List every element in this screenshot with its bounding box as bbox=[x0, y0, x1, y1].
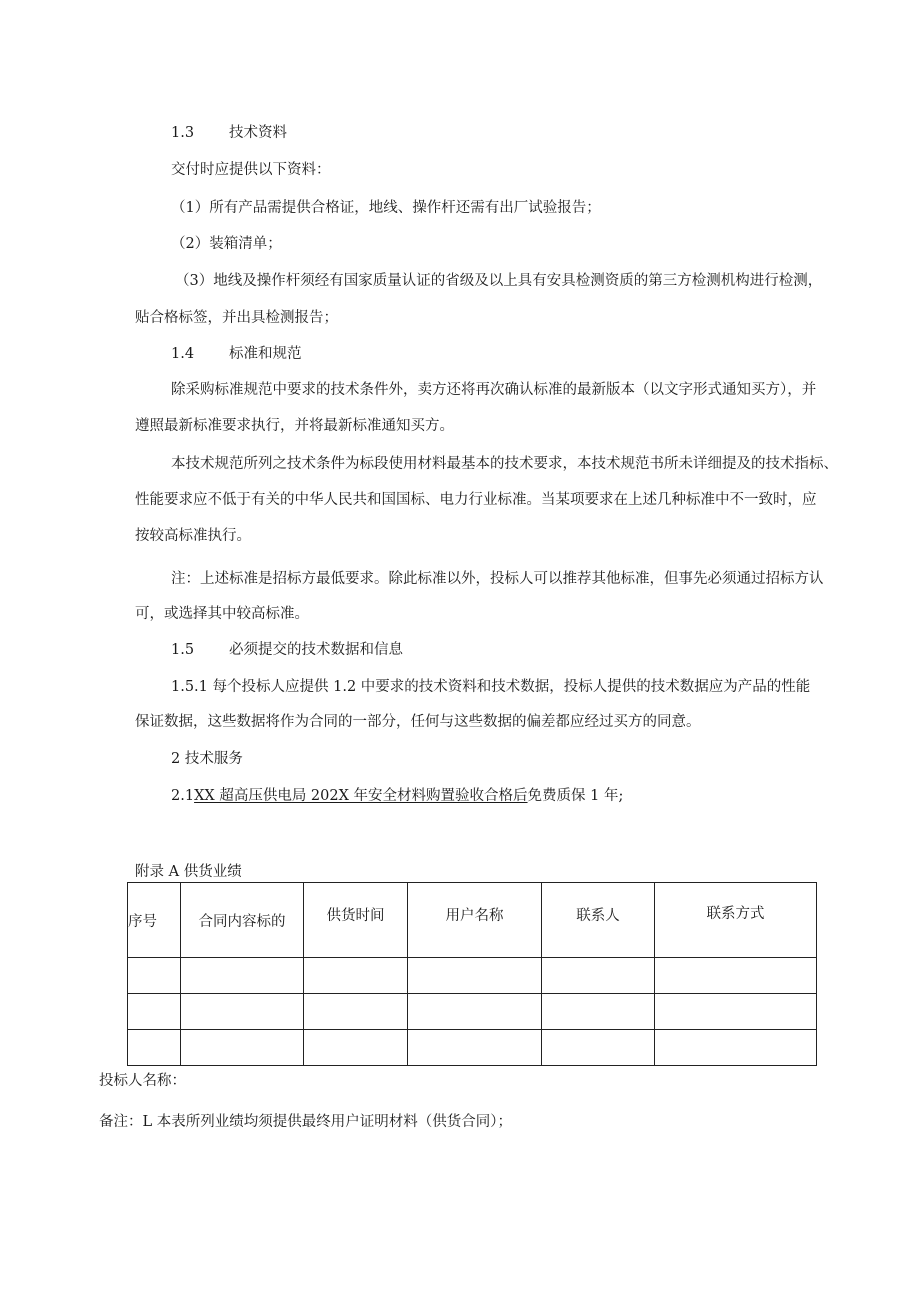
header-contract-subject: 合同内容标的 bbox=[181, 883, 304, 958]
section-title: 技术资料 bbox=[229, 125, 287, 141]
bidder-name-label: 投标人名称： bbox=[99, 1073, 186, 1089]
standards-note-line-1: 注：上述标准是招标方最低要求。除此标准以外，投标人可以推荐其他标准，但事先必须通过招标方认 bbox=[171, 571, 824, 587]
table-cell bbox=[542, 1030, 655, 1066]
table-cell bbox=[542, 958, 655, 994]
section-1-5-1-line-1: 1.5.1 每个投标人应提供 1.2 中要求的技术资料和技术数据，投标人提供的技术数据应为产品的性能 bbox=[171, 679, 811, 695]
table-cell bbox=[408, 1030, 542, 1066]
table-cell bbox=[408, 994, 542, 1030]
header-contact-person: 联系人 bbox=[542, 883, 655, 958]
section-number: 1.4 bbox=[171, 346, 195, 362]
section-number: 1.5 bbox=[171, 642, 195, 658]
section-1-4-heading bbox=[171, 344, 302, 364]
header-seq: 序号 bbox=[128, 883, 181, 958]
table-cell bbox=[304, 994, 408, 1030]
section-1-3-intro: 交付时应提供以下资料： bbox=[171, 162, 331, 178]
table-cell bbox=[304, 1030, 408, 1066]
table-header-row bbox=[128, 883, 817, 958]
section-2-1-text: 免费质保 1 年; bbox=[527, 788, 624, 804]
section-title: 标准和规范 bbox=[229, 346, 302, 362]
table-row bbox=[128, 1030, 817, 1066]
section-2-1-number: 2.1 bbox=[171, 788, 195, 804]
section-1-3-heading bbox=[171, 123, 287, 143]
standards-paragraph-2-line-2: 性能要求应不低于有关的中华人民共和国国标、电力行业标准。当某项要求在上述几种标准中不一致时，应 bbox=[135, 492, 817, 508]
section-1-5-1-line-2: 保证数据，这些数据将作为合同的一部分，任何与这些数据的偏差都应经过买方的同意。 bbox=[135, 714, 701, 730]
table-cell bbox=[181, 1030, 304, 1066]
header-user-name: 用户名称 bbox=[408, 883, 542, 958]
section-2-heading: 2 技术服务 bbox=[171, 751, 243, 767]
table-cell bbox=[128, 958, 181, 994]
appendix-title: 附录 A 供货业绩 bbox=[135, 864, 242, 880]
standards-note-line-2: 可，或选择其中较高标准。 bbox=[135, 606, 309, 622]
table-cell bbox=[408, 958, 542, 994]
standards-paragraph-1-line-2: 遵照最新标准要求执行，并将最新标准通知买方。 bbox=[135, 418, 454, 434]
section-title: 必须提交的技术数据和信息 bbox=[229, 642, 403, 658]
section-1-5-heading bbox=[171, 640, 403, 660]
header-contact-method: 联系方式 bbox=[655, 883, 817, 958]
table-row bbox=[128, 994, 817, 1030]
table-cell bbox=[181, 994, 304, 1030]
table-cell bbox=[304, 958, 408, 994]
table-cell bbox=[128, 994, 181, 1030]
table-cell bbox=[128, 1030, 181, 1066]
section-number: 1.3 bbox=[171, 125, 195, 141]
item-3: （3）地线及操作杆须经有国家质量认证的省级及以上具有安具检测资质的第三方检测机构进行检测， bbox=[175, 273, 823, 289]
table-cell bbox=[181, 958, 304, 994]
item-2: （2）装箱清单； bbox=[171, 236, 282, 252]
table-cell bbox=[655, 994, 817, 1030]
table-cell bbox=[542, 994, 655, 1030]
standards-paragraph-1-line-1: 除采购标准规范中要求的技术条件外，卖方还将再次确认标准的最新版本（以文字形式通知买方），并 bbox=[171, 382, 817, 398]
table-cell bbox=[655, 1030, 817, 1066]
remark: 备注：L 本表所列业绩均须提供最终用户证明材料（供货合同）； bbox=[99, 1114, 512, 1130]
standards-paragraph-2-line-1: 本技术规范所列之技术条件为标段使用材料最基本的技术要求，本技术规范书所未详细提及的技术指标、 bbox=[171, 456, 838, 472]
standards-paragraph-2-line-3: 按较高标准执行。 bbox=[135, 528, 251, 544]
header-supply-time: 供货时间 bbox=[304, 883, 408, 958]
supply-performance-table bbox=[127, 882, 817, 1066]
section-2-1 bbox=[171, 786, 623, 806]
table-row bbox=[128, 958, 817, 994]
item-3-cont: 贴合格标签，并出具检测报告； bbox=[135, 310, 338, 326]
table-cell bbox=[655, 958, 817, 994]
section-2-1-underlined-text: XX 超高压供电局 202X 年安全材料购置验收合格后 bbox=[194, 788, 528, 804]
item-1: （1）所有产品需提供合格证，地线、操作杆还需有出厂试验报告； bbox=[171, 200, 601, 216]
